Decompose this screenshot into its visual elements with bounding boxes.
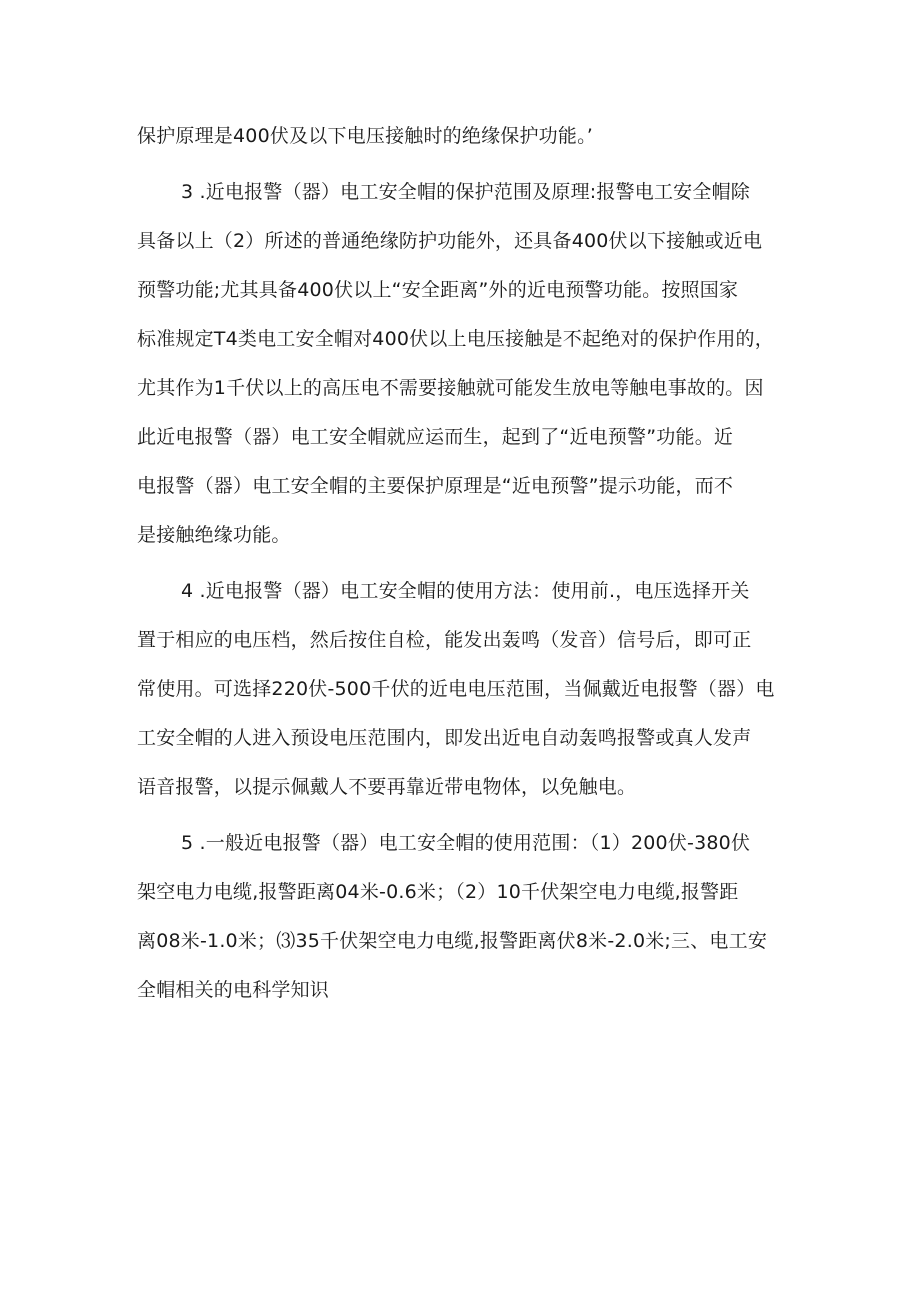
- text-line: 具备以上（2）所述的普通绝缘防护功能外，还具备400伏以下接触或近电: [137, 230, 763, 252]
- text-line: 全帽相关的电科学知识: [137, 979, 330, 1001]
- paragraph-4-usage-method: [137, 567, 803, 812]
- text-line: 是接触绝缘功能。: [137, 524, 291, 546]
- text-line: 常使用。可选择220伏-500千伏的近电电压范围，当佩戴近电报警（器）电: [137, 678, 775, 700]
- text-line: 标准规定T4类电工安全帽对400伏以上电压接触是不起绝对的保护作用的，: [137, 328, 774, 350]
- text-line: 4 .近电报警（器）电工安全帽的使用方法：使用前.，电压选择开关: [181, 580, 750, 602]
- text-line: 3 .近电报警（器）电工安全帽的保护范围及原理:报警电工安全帽除: [181, 181, 750, 203]
- text-line: 工安全帽的人进入预设电压范围内，即发出近电自动轰鸣报警或真人发声: [137, 727, 752, 749]
- text-line: 预警功能;尤其具备400伏以上“安全距离”外的近电预警功能。按照国家: [137, 279, 739, 301]
- text-line: 架空电力电缆,报警距离04米-0.6米；（2）10千伏架空电力电缆,报警距: [137, 881, 739, 903]
- text-line: 置于相应的电压档，然后按住自检，能发出轰鸣（发音）信号后，即可正: [137, 629, 752, 651]
- text-line: 此近电报警（器）电工安全帽就应运而生，起到了“近电预警”功能。近: [137, 426, 734, 448]
- document-body: [137, 112, 803, 1015]
- text-line: 5 .一般近电报警（器）电工安全帽的使用范围：（1）200伏-380伏: [181, 832, 751, 854]
- text-line: 电报警（器）电工安全帽的主要保护原理是“近电预警”提示功能，而不: [137, 475, 734, 497]
- text-line: 尤其作为1千伏以上的高压电不需要接触就可能发生放电等触电事故的。因: [137, 377, 764, 399]
- text-line: 语音报警，以提示佩戴人不要再靠近带电物体，以免触电。: [137, 776, 637, 798]
- paragraph-5-usage-range: [137, 819, 803, 1015]
- paragraph-intro: [137, 112, 803, 161]
- text-line: 离08米-1.0米；⑶35千伏架空电力电缆,报警距离伏8米-2.0米;三、电工安: [137, 930, 768, 952]
- paragraph-3-protection-scope: [137, 168, 803, 560]
- text-line: 保护原理是400伏及以下电压接触时的绝缘保护功能。’: [137, 125, 594, 147]
